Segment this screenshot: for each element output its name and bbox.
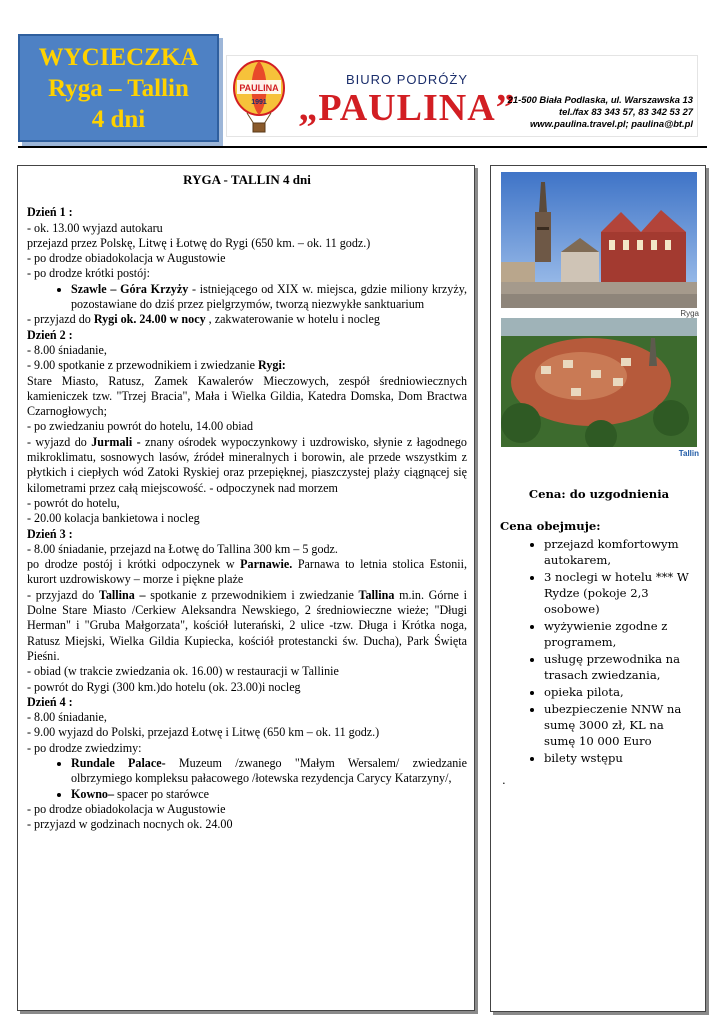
day-2-line: Stare Miasto, Ratusz, Zamek Kawalerów Mieczowych, zespół średniowiecznych kamieniczek tzw. "Trzej Bracia", Mała i Wielka Gildia, Katedra Domska, Dom Bractwa Czarnogłowych; [27,373,467,419]
list-item: • wyżywienie zgodne z programem, [544,618,698,650]
day-4-line: - przyjazd w godzinach nocnych ok. 24.00 [27,817,233,832]
day-3-section [27,527,467,695]
tour-title-box [18,34,219,142]
list-item: • Rundale Palace- Muzeum /zwanego "Małym Wersalem/ zwiedzanie olbrzymiego kompleksu pałacowego /łotewska rezydencja Carycy Katarzyny/, [71,756,467,787]
riga-photo-caption: Ryga [680,309,699,318]
list-item: • przejazd komfortowym autokarem, [544,536,698,568]
day-2-line: - 8.00 śniadanie, [27,342,107,357]
logo-text: PAULINA [239,83,279,93]
day-4-line: - po drodze obiadokolacja w Augustowie [27,801,226,816]
tallinn-photo-caption: Tallin [678,449,699,458]
day-2-line: - powrót do hotelu, [27,495,120,510]
includes-heading: Cena obejmuje: [500,519,601,533]
includes-list [500,536,698,766]
trailing-mark: . [502,773,506,787]
day-4-bullets [27,756,467,802]
day-3-line: - obiad (w trakcie zwiedzania ok. 16.00) w restauracji w Tallinie [27,664,339,679]
tallinn-photo [501,318,697,447]
list-item: • ubezpieczenie NNW na sumę 3000 zł, KL na sumę 10 000 Euro [544,701,698,749]
riga-photo [501,172,697,308]
day-1-heading: Dzień 1 : [27,205,73,220]
itinerary-title: RYGA - TALLIN 4 dni [183,172,311,187]
day-2-line: - 20.00 kolacja bankietowa i nocleg [27,511,200,526]
day-3-heading: Dzień 3 : [27,526,73,541]
agency-label: BIURO PODRÓŻY [345,72,469,87]
day-3-line: po drodze postój i krótki odpoczynek w Parnawie. Parnawa to letnia stolica Estonii, kurort uzdrowiskowy – morze i piękne plaże [27,557,467,587]
day-2-section [27,328,467,527]
list-item: • usługę przewodnika na trasach zwiedzania, [544,651,698,683]
day-1-line: - po drodze krótki postój: [27,266,150,281]
day-3-line: - przyjazd do Tallina – spotkanie z przewodnikiem i zwiedzanie Tallina m.in. Górne i Dolne Stare Miasto /Cerkiew Aleksandra Newskiego, 2 średniowieczne wieże; "Długi Herman" i "Gruba Małgorzata", kościół luterański, 2 ulice -tzw. Długa i Krótka noga, Ratusz Miejski, Wielka Gildia Kupiecka, kościół protestancki św. Ducha), Park Święta Pieśni. [27,587,467,663]
tour-title-line-2: Ryga – Tallin [48,74,189,102]
tour-title-line-1: WYCIECZKA [38,43,199,71]
agency-address: 21-500 Biała Podlaska, ul. Warszawska 13 [507,94,693,105]
itinerary-panel [17,165,475,1011]
price-heading: Cena: do uzgodnienia [528,487,670,501]
agency-header-banner [227,56,697,136]
list-item: • Szawle – Góra Krzyży - istniejącego od XIX w. miejsca, gdzie miliony krzyży, pozostawiane do dziś przez pielgrzymów, tworzą niezwykłe sanktuarium [71,282,467,313]
day-2-line: - 9.00 spotkanie z przewodnikiem i zwiedzanie Rygi: [27,358,286,373]
day-4-section [27,695,467,833]
agency-web: www.paulina.travel.pl; paulina@bt.pl [530,118,693,129]
agency-phone: tel./fax 83 343 57, 83 342 53 27 [559,106,693,117]
list-item: • 3 noclegi w hotelu *** W Rydze (pokoje 2,3 osobowe) [544,569,698,617]
day-1-line: - ok. 13.00 wyjazd autokaru [27,220,163,235]
day-4-line: - 9.00 wyjazd do Polski, przejazd Łotwę i Litwę (650 km – ok. 11 godz.) [27,725,380,740]
day-1-line: - po drodze obiadokolacja w Augustowie [27,251,226,266]
header-divider [18,146,707,148]
day-1-line: - przyjazd do Rygi ok. 24.00 w nocy , zakwaterowanie w hotelu i nocleg [27,312,380,327]
day-2-line: - wyjazd do Jurmali - znany ośrodek wypoczynkowy i uzdrowisko, słynie z łagodnego mikroklimatu, sosnowych lasów, źródeł mineralnych i borowin, ale przede wszystkim z płytkich i ciepłych wód Zatoki Ryskiej oraz przepięknej, piaszczystej plaży ciągnącej się kilometrami przez całą miejscowość. - odpoczynek nad morzem [27,434,467,495]
price-panel [490,165,706,1012]
list-item: • opieka pilota, [544,684,698,700]
day-1-section [27,205,467,327]
day-2-line: - po zwiedzaniu powrót do hotelu, 14.00 obiad [27,419,254,434]
itinerary-content [27,172,467,832]
day-4-line: - po drodze zwiedzimy: [27,740,142,755]
day-2-heading: Dzień 2 : [27,327,73,342]
day-3-line: - 8.00 śniadanie, przejazd na Łotwę do Tallina 300 km – 5 godz. [27,541,338,556]
day-4-line: - 8.00 śniadanie, [27,710,107,725]
day-1-line: przejazd przez Polskę, Litwę i Łotwę do Rygi (650 km. – ok. 11 godz.) [27,235,371,250]
day-4-heading: Dzień 4 : [27,694,73,709]
list-item: • bilety wstępu [544,750,698,766]
day-3-line: - powrót do Rygi (300 km.)do hotelu (ok. 23.00)i nocleg [27,679,301,694]
day-1-bullets [27,282,467,313]
agency-name: „PAULINA” [298,87,516,129]
price-info [500,486,698,788]
logo-year: 1991 [251,99,267,106]
list-item: • Kowno– spacer po starówce [71,787,467,802]
tour-title-line-3: 4 dni [91,105,146,133]
contact-block [503,94,693,130]
